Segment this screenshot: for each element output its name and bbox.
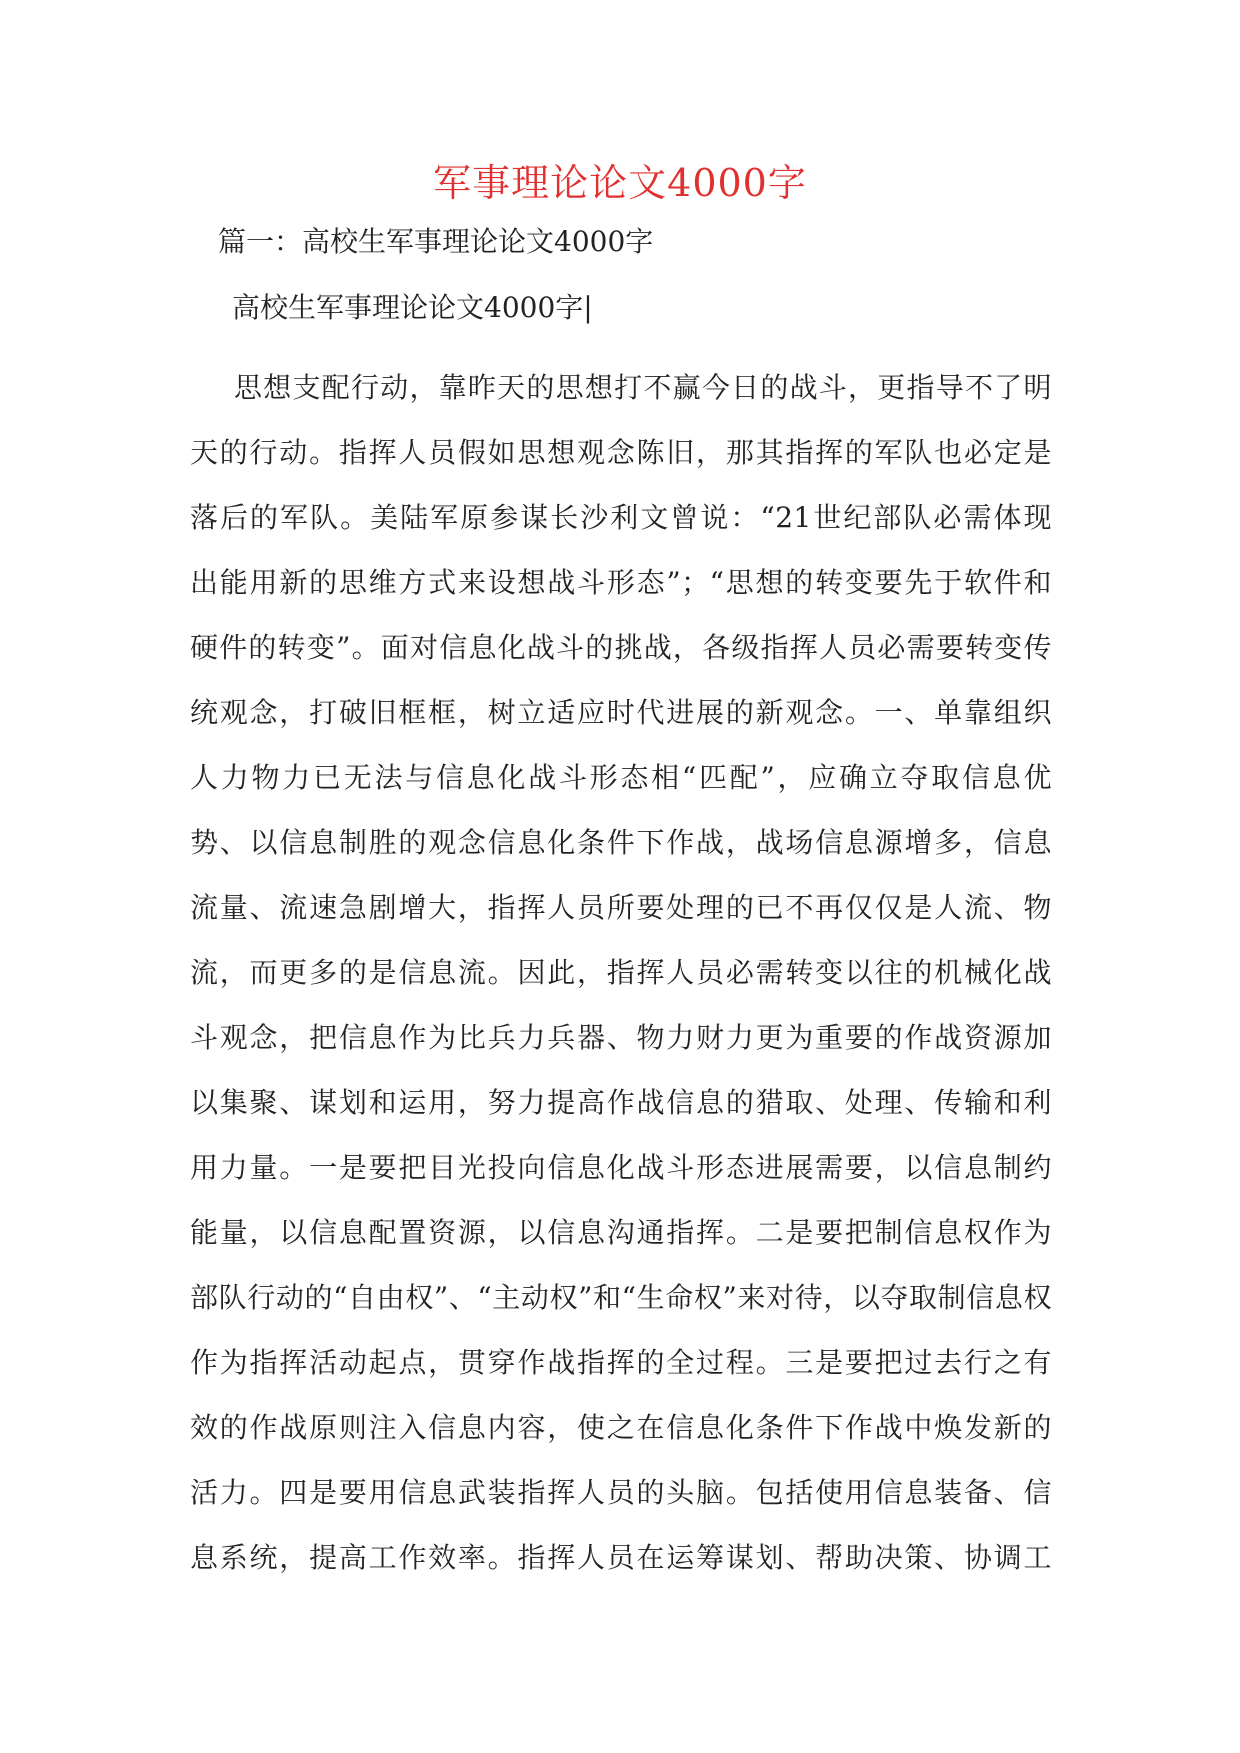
body-line: 效的作战原则注入信息内容，使之在信息化条件下作战中焕发新的: [190, 1411, 1052, 1444]
body-line: 斗观念，把信息作为比兵力兵器、物力财力更为重要的作战资源加: [190, 1021, 1052, 1054]
body-line: 人力物力已无法与信息化战斗形态相“匹配”，应确立夺取信息优: [190, 761, 1052, 794]
body-line: 思想支配行动，靠昨天的思想打不赢今日的战斗，更指导不了明: [234, 371, 1052, 404]
body-line: 统观念，打破旧框框，树立适应时代进展的新观念。一、单靠组织: [190, 696, 1052, 729]
body-line: 作为指挥活动起点，贯穿作战指挥的全过程。三是要把过去行之有: [190, 1346, 1052, 1379]
body-line: 流量、流速急剧增大，指挥人员所要处理的已不再仅仅是人流、物: [190, 891, 1052, 924]
body-paragraph: [190, 355, 1052, 1590]
body-line: 出能用新的思维方式来设想战斗形态”；“思想的转变要先于软件和: [190, 566, 1052, 599]
body-line: 活力。四是要用信息武装指挥人员的头脑。包括使用信息装备、信: [190, 1476, 1052, 1509]
sub-heading: 高校生军事理论论文4000字|: [232, 291, 593, 324]
body-line: 以集聚、谋划和运用，努力提高作战信息的猎取、处理、传输和利: [190, 1086, 1052, 1119]
body-line: 硬件的转变”。面对信息化战斗的挑战，各级指挥人员必需要转变传: [190, 631, 1052, 664]
document-title: 军事理论论文4000字: [433, 161, 807, 205]
body-line: 天的行动。指挥人员假如思想观念陈旧，那其指挥的军队也必定是: [190, 436, 1052, 469]
section-heading: 篇一：高校生军事理论论文4000字: [218, 225, 654, 258]
body-line: 用力量。一是要把目光投向信息化战斗形态进展需要，以信息制约: [190, 1151, 1052, 1184]
body-line: 势、以信息制胜的观念信息化条件下作战，战场信息源增多，信息: [190, 826, 1052, 859]
body-line: 息系统，提高工作效率。指挥人员在运筹谋划、帮助决策、协调工: [190, 1541, 1052, 1574]
body-line: 能量，以信息配置资源，以信息沟通指挥。二是要把制信息权作为: [190, 1216, 1052, 1249]
body-line: 部队行动的“自由权”、“主动权”和“生命权”来对待，以夺取制信息权: [190, 1281, 1052, 1314]
body-line: 落后的军队。美陆军原参谋长沙利文曾说：“21世纪部队必需体现: [190, 501, 1052, 534]
body-line: 流，而更多的是信息流。因此，指挥人员必需转变以往的机械化战: [190, 956, 1052, 989]
